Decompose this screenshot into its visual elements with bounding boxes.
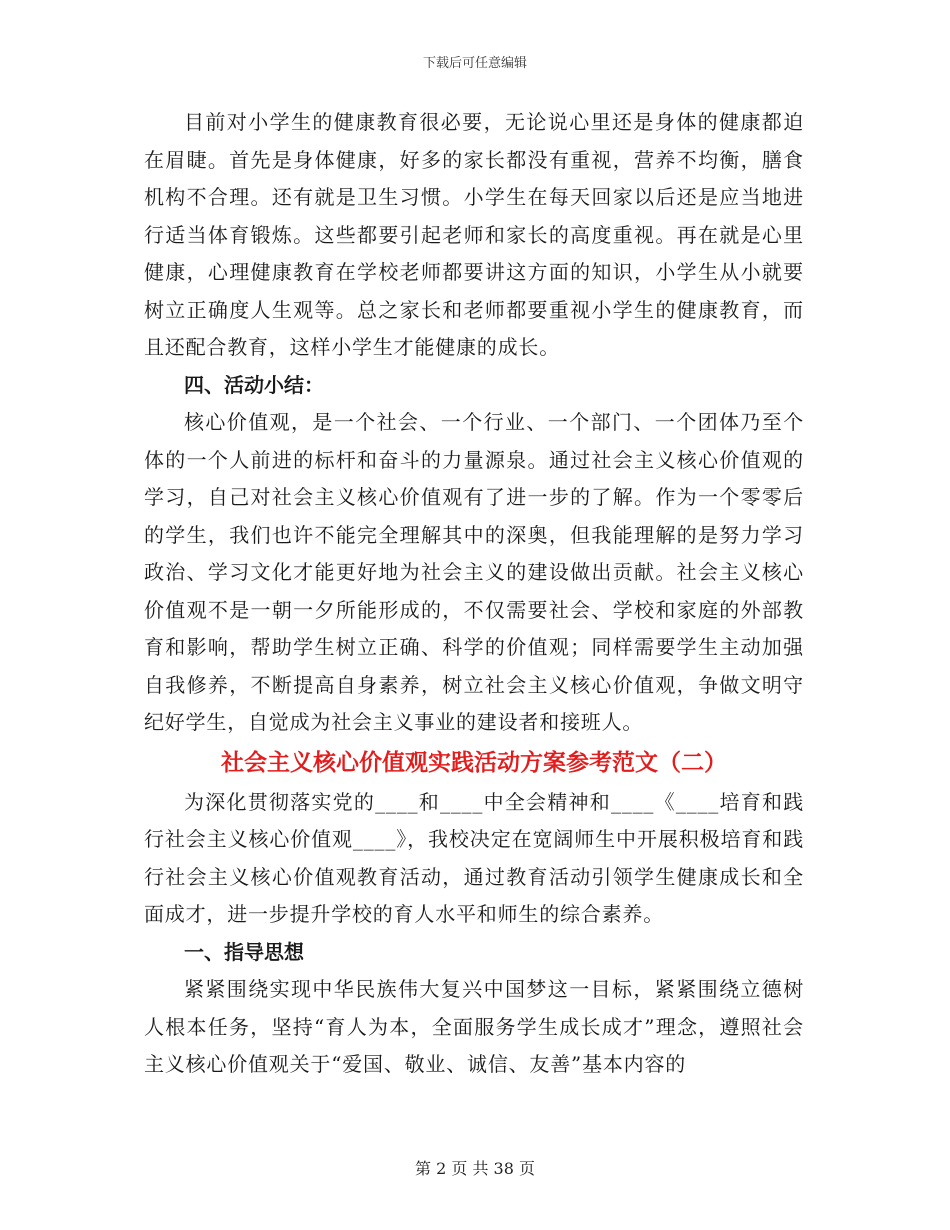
section-heading-activity-summary: 四、活动小结： [184, 372, 324, 397]
page-footer: 第 2 页 共 38 页 [415, 1159, 535, 1178]
paragraph-health-education: 目前对小学生的健康教育很必要，无论说心里还是身体的健康都迫在眉睫。首先是身体健康，好多的家长都没有重视，营养不均衡，膳食机构不合理。还有就是卫生习惯。小学生在每天回家以后还是应当地进行适当体育锻炼。这些都要引起老师和家长的高度重视。再在就是心里健康，心理健康教育在学校老师都要讲这方面的知识，小学生从小就要树立正确度人生观等。总之家长和老师都要重视小学生的健康教育，而且还配合教育，这样小学生才能健康的成长。 [144, 110, 804, 359]
document-title: 社会主义核心价值观实践活动方案参考范文（二） [221, 749, 727, 776]
document-body [144, 104, 804, 1084]
paragraph-guiding-ideology: 紧紧围绕实现中华民族伟大复兴中国梦这一目标，紧紧围绕立德树人根本任务，坚持“育人为本，全面服务学生成长成才”理念，遵照社会主义核心价值观关于“爱国、敬业、诚信、友善”基本内容的 [144, 977, 804, 1076]
section-heading-guiding-ideology: 一、指导思想 [184, 939, 304, 964]
paragraph-introduction: 为深化贯彻落实党的____和____中全会精神和____《____培育和践行社会主义核心价值观____》，我校决定在宽阔师生中开展积极培育和践行社会主义核心价值观教育活动，通过教育活动引领学生健康成长和全面成才，进一步提升学校的育人水平和师生的综合素养。 [144, 789, 804, 926]
page-header: 下载后可任意编辑 [422, 56, 527, 71]
paragraph-core-values: 核心价值观，是一个社会、一个行业、一个部门、一个团体乃至个体的一个人前进的标杆和奋斗的力量源泉。通过社会主义核心价值观的学习，自己对社会主义核心价值观有了进一步的了解。作为一个零零后的学生，我们也许不能完全理解其中的深奥，但我能理解的是努力学习政治、学习文化才能更好地为社会主义的建设做出贡献。社会主义核心价值观不是一朝一夕所能形成的，不仅需要社会、学校和家庭的外部教育和影响，帮助学生树立正确、科学的价值观；同样需要学生主动加强自我修养，不断提高自身素养，树立社会主义核心价值观，争做文明守纪好学生，自觉成为社会主义事业的建设者和接班人。 [144, 410, 804, 734]
